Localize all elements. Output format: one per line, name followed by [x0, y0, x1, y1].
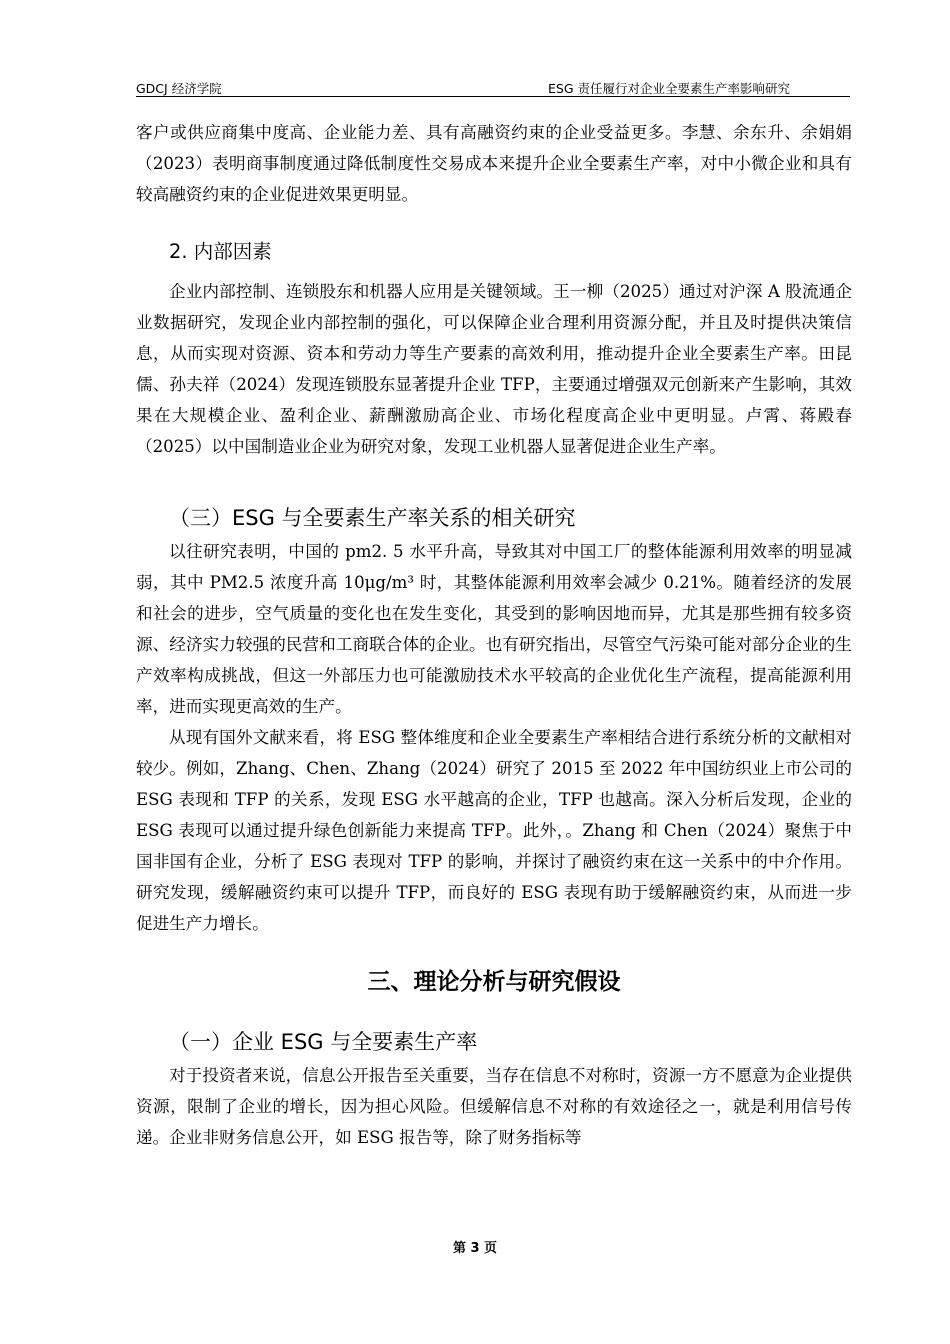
page-header	[136, 76, 850, 97]
chapter-title: 三、理论分析与研究假设	[367, 969, 621, 995]
paragraph-foreign-literature: 从现有国外文献来看，将 ESG 整体维度和企业全要素生产率相结合进行系统分析的文献相对较少。例如，Zhang、Chen、Zhang（2024）研究了 2015 至 2022 年中国纺织业上市公司的 ESG 表现和 TFP 的关系，发现 ESG 水平越高的企业，TFP 也越高。深入分析后发现，企业的 ESG 表现可以通过提升绿色创新能力来提高 TFP。此外，。Zhang 和 Chen（2024）聚焦于中国非国有企业，分析了 ESG 表现对 TFP 的影响，并探讨了融资约束在这一关系中的中介作用。研究发现，缓解融资约束可以提升 TFP，而良好的 ESG 表现有助于缓解融资约束，从而进一步促进生产力增长。	[136, 728, 852, 933]
header-title: ESG 责任履行对企业全要素生产率影响研究	[548, 81, 790, 96]
header-institution: GDCJ 经济学院	[136, 81, 222, 96]
paragraph-signal-theory: 对于投资者来说，信息公开报告至关重要，当存在信息不对称时，资源一方不愿意为企业提供资源，限制了企业的增长，因为担心风险。但缓解信息不对称的有效途径之一，就是利用信号传递。企业非财务信息公开，如 ESG 报告等，除了财务指标等	[136, 1066, 852, 1147]
page-number: 第 3 页	[452, 1241, 498, 1256]
paragraph-air-pollution: 以往研究表明，中国的 pm2. 5 水平升高，导致其对中国工厂的整体能源利用效率的明显减弱，其中 PM2.5 浓度升高 10μg/m³ 时，其整体能源利用效率会减少 0.21%。随着经济的发展和社会的进步，空气质量的变化也在发生变化，其受到的影响因地而异，尤其是那些拥有较多资源、经济实力较强的民营和工商联合体的企业。也有研究指出，尽管空气污染可能对部分企业的生产效率构成挑战，但这一外部压力也可能激励技术水平较高的企业优化生产流程，提高能源利用率，进而实现更高效的生产。	[136, 542, 852, 716]
page-body	[136, 117, 852, 1153]
section-title-esg-tfp: （一）企业 ESG 与全要素生产率	[169, 1030, 478, 1054]
paragraph-external-factors-cont: 客户或供应商集中度高、企业能力差、具有高融资约束的企业受益更多。李慧、余东升、余娟娟（2023）表明商事制度通过降低制度性交易成本来提升企业全要素生产率，对中小微企业和具有较高融资约束的企业促进效果更明显。	[136, 123, 852, 204]
heading-internal-factors: 2. 内部因素	[169, 240, 272, 263]
heading-esg-tfp-research: （三）ESG 与全要素生产率关系的相关研究	[169, 506, 576, 530]
paragraph-internal-factors: 企业内部控制、连锁股东和机器人应用是关键领域。王一柳（2025）通过对沪深 A 股流通企业数据研究，发现企业内部控制的强化，可以保障企业合理利用资源分配，并且及时提供决策信息，从而实现对资源、资本和劳动力等生产要素的高效利用，推动提升企业全要素生产率。田昆儒、孙夫祥（2024）发现连锁股东显著提升企业 TFP，主要通过增强双元创新来产生影响，其效果在大规模企业、盈利企业、薪酬激励高企业、市场化程度高企业中更明显。卢霄、蒋殿春（2025）以中国制造业企业为研究对象，发现工业机器人显著促进企业生产率。	[136, 282, 852, 456]
